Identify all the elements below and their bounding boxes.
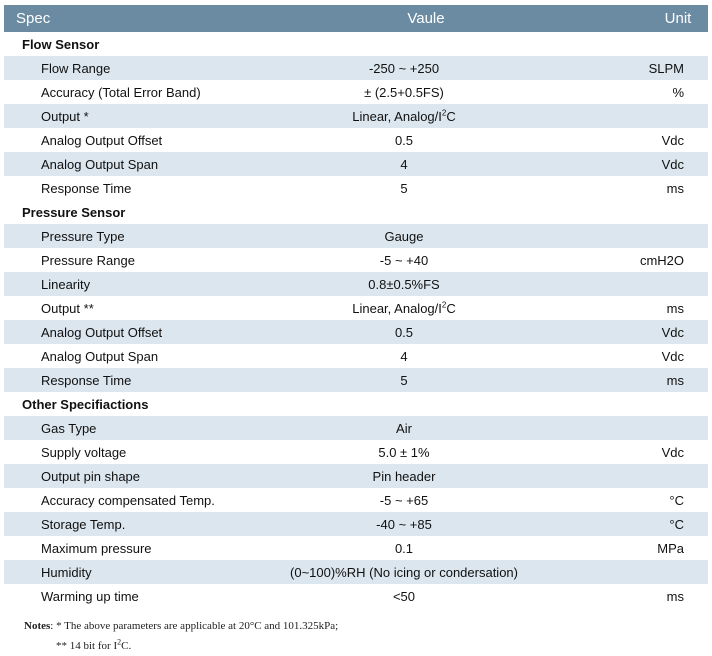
row-value: 0.5 bbox=[394, 132, 414, 148]
row-spec: Analog Output Offset bbox=[41, 324, 163, 340]
row-value-sup: 2 bbox=[441, 108, 447, 118]
row-unit: ms bbox=[666, 588, 684, 604]
row-value: 4 bbox=[400, 156, 408, 172]
row-unit: Vdc bbox=[661, 444, 684, 460]
table-row bbox=[4, 80, 708, 104]
row-spec: Output ** bbox=[41, 300, 94, 316]
row-spec: Storage Temp. bbox=[41, 516, 126, 532]
table-row bbox=[4, 512, 708, 536]
row-value: 5.0 ± 1% bbox=[378, 444, 430, 460]
table-row bbox=[4, 536, 708, 560]
section-title: Pressure Sensor bbox=[22, 204, 126, 220]
row-value bbox=[334, 109, 474, 124]
row-value-text: Linear, Analog/I bbox=[352, 108, 442, 124]
section-title: Other Specifiactions bbox=[22, 396, 149, 412]
row-value: 0.8±0.5%FS bbox=[368, 276, 440, 292]
row-value: 0.1 bbox=[394, 540, 414, 556]
row-spec: Analog Output Span bbox=[41, 348, 159, 364]
notes-text-2-end: C. bbox=[121, 640, 132, 652]
spec-table bbox=[4, 5, 708, 608]
table-row bbox=[4, 272, 708, 296]
row-spec: Analog Output Offset bbox=[41, 132, 163, 148]
row-spec: Humidity bbox=[41, 564, 92, 580]
table-row bbox=[4, 560, 708, 584]
row-spec: Gas Type bbox=[41, 420, 97, 436]
table-row bbox=[4, 104, 708, 128]
row-unit: °C bbox=[669, 492, 684, 508]
row-unit: cmH2O bbox=[639, 252, 684, 268]
row-value bbox=[334, 301, 474, 316]
row-value: Gauge bbox=[384, 228, 424, 244]
row-spec: Maximum pressure bbox=[41, 540, 152, 556]
row-unit: MPa bbox=[657, 540, 684, 556]
row-value: -40 ~ +85 bbox=[376, 516, 432, 532]
notes-line-2 bbox=[24, 636, 338, 656]
notes-line-1 bbox=[24, 616, 338, 636]
notes-label: Notes bbox=[24, 620, 51, 632]
row-value: ± (2.5+0.5FS) bbox=[364, 84, 444, 100]
table-row bbox=[4, 296, 708, 320]
row-unit: ms bbox=[666, 300, 684, 316]
table-row bbox=[4, 224, 708, 248]
table-row bbox=[4, 248, 708, 272]
row-value-text: Linear, Analog/I bbox=[352, 300, 442, 316]
row-spec: Accuracy (Total Error Band) bbox=[41, 84, 201, 100]
row-spec: Response Time bbox=[41, 372, 132, 388]
row-spec: Output pin shape bbox=[41, 468, 141, 484]
row-value: Pin header bbox=[372, 468, 436, 484]
table-header bbox=[4, 5, 708, 32]
row-value: (0~100)%RH (No icing or condersation) bbox=[290, 564, 518, 580]
table-row bbox=[4, 128, 708, 152]
row-spec: Pressure Range bbox=[41, 252, 135, 268]
row-spec: Accuracy compensated Temp. bbox=[41, 492, 215, 508]
row-value: 5 bbox=[400, 180, 408, 196]
section-title: Flow Sensor bbox=[22, 36, 100, 52]
row-unit: % bbox=[672, 84, 684, 100]
table-row bbox=[4, 488, 708, 512]
row-spec: Supply voltage bbox=[41, 444, 127, 460]
row-spec: Output * bbox=[41, 108, 89, 124]
row-unit: Vdc bbox=[661, 156, 684, 172]
row-unit: Vdc bbox=[661, 324, 684, 340]
table-row bbox=[4, 464, 708, 488]
table-row bbox=[4, 416, 708, 440]
header-spec: Spec bbox=[16, 10, 51, 27]
row-unit: SLPM bbox=[648, 60, 684, 76]
table-row bbox=[4, 440, 708, 464]
notes bbox=[24, 616, 338, 656]
row-unit: ms bbox=[666, 372, 684, 388]
row-spec: Pressure Type bbox=[41, 228, 125, 244]
row-value: -5 ~ +65 bbox=[379, 492, 429, 508]
row-value-sup: 2 bbox=[441, 300, 447, 310]
row-value: 5 bbox=[400, 372, 408, 388]
row-spec: Analog Output Span bbox=[41, 156, 159, 172]
notes-sup: 2 bbox=[117, 637, 122, 647]
table-row bbox=[4, 176, 708, 200]
row-unit: °C bbox=[669, 516, 684, 532]
row-value: 4 bbox=[400, 348, 408, 364]
notes-text-2: ** 14 bit for I bbox=[56, 640, 118, 652]
table-row bbox=[4, 320, 708, 344]
row-value: Air bbox=[396, 420, 412, 436]
row-spec: Warming up time bbox=[41, 588, 139, 604]
row-value: 0.5 bbox=[394, 324, 414, 340]
table-row bbox=[4, 344, 708, 368]
table-row bbox=[4, 152, 708, 176]
table-row bbox=[4, 584, 708, 608]
row-unit: ms bbox=[666, 180, 684, 196]
row-value: -250 ~ +250 bbox=[368, 60, 440, 76]
row-spec: Linearity bbox=[41, 276, 91, 292]
row-spec: Flow Range bbox=[41, 60, 111, 76]
header-unit: Unit bbox=[664, 10, 692, 27]
table-row bbox=[4, 56, 708, 80]
row-value: -5 ~ +40 bbox=[379, 252, 429, 268]
row-value-text-end: C bbox=[446, 300, 456, 316]
row-value: <50 bbox=[392, 588, 416, 604]
row-unit: Vdc bbox=[661, 348, 684, 364]
header-value: Vaule bbox=[407, 10, 445, 27]
row-unit: Vdc bbox=[661, 132, 684, 148]
row-spec: Response Time bbox=[41, 180, 132, 196]
row-value-text-end: C bbox=[446, 108, 456, 124]
notes-text-1: : * The above parameters are applicable at 20°C and 101.325kPa; bbox=[50, 620, 339, 632]
table-row bbox=[4, 368, 708, 392]
table-body bbox=[4, 32, 708, 608]
